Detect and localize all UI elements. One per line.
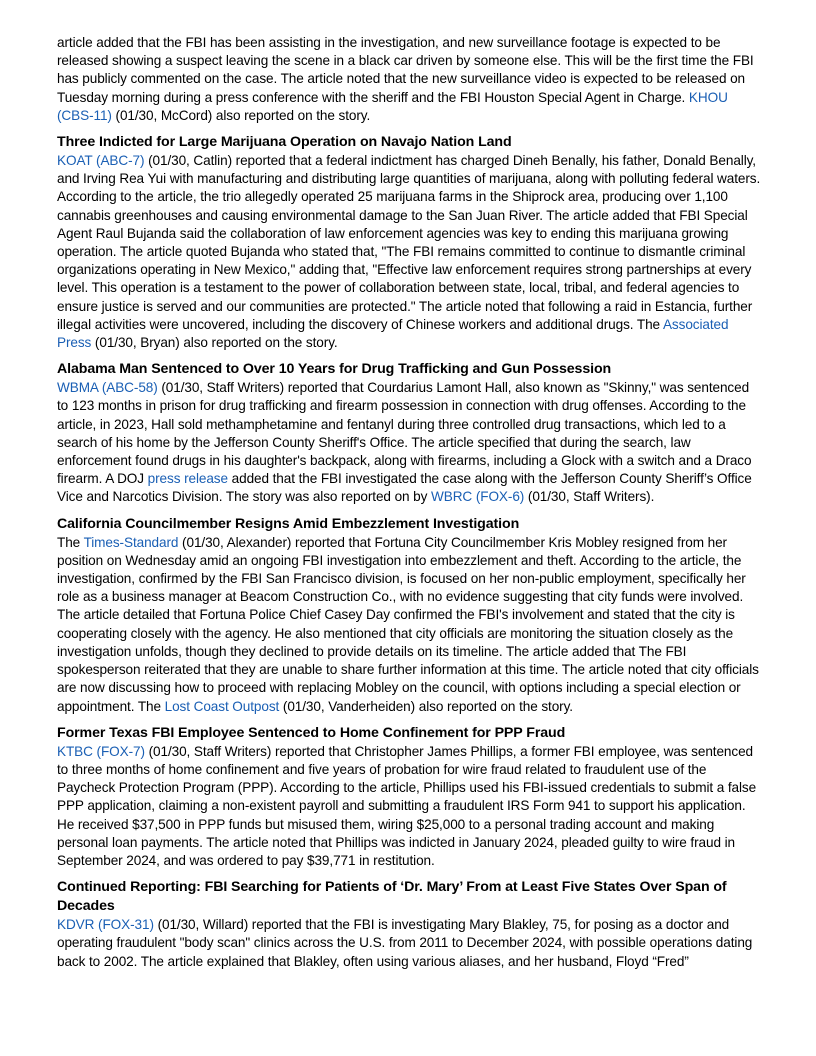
article-text: (01/30, Willard) reported that the FBI is investigating Mary Blakley, 75, for posing as a doctor and operating fraudulent "body scan" clinics across the U.S. from 2011 to December 2024, with possible operations dating back to 2002. The article explained that Blakley, often using various aliases, and her husband, Floyd “Fred”: [57, 917, 753, 969]
article-text: (01/30, Catlin) reported that a federal indictment has charged Dineh Benally, his father, Donald Benally, and Irving Rea Yui with manufacturing and distributing large quantities of marijuana, along with polluting federal waters. According to the article, the trio allegedly operated 25 marijuana farms in the Shiprock area, producing over 1,100 cannabis greenhouses and causing environmental damage to the San Juan River. The article added that FBI Special Agent Raul Bujanda said the collaboration of law enforcement agencies was key to ending this marijuana growing operation. The article quoted Bujanda who stated that, "The FBI remains committed to continue to dismantle criminal organizations operating in New Mexico," adding that, "Effective law enforcement requires strong partnerships at every level. This operation is a testament to the power of collaboration between state, local, tribal, and federal agencies to ensure justice is served and our communities are protected." The article noted that following a raid in Estancia, further illegal activities were uncovered, including the discovery of Chinese workers and additional drugs. The: [57, 153, 761, 332]
khou-link[interactable]: KHOU (CBS-11): [57, 89, 728, 123]
intro-tail: (01/30, McCord) also reported on the story.: [111, 107, 371, 123]
article-headline: Three Indicted for Large Marijuana Operation on Navajo Nation Land: [57, 134, 512, 151]
article-text: (01/30, Staff Writers).: [524, 489, 655, 505]
wbrc-link[interactable]: WBRC (FOX-6): [431, 489, 525, 505]
article-text: (01/30, Staff Writers) reported that Courdarius Lamont Hall, also known as "Skinny," was sentenced to 123 months in prison for drug trafficking and firearm possession in connection with drug offenses. According to the article, in 2023, Hall sold methamphetamine and fentanyl during three controlled drug transactions, which led to a search of his home by the Jefferson County Sheriff's Office. The article specified that during the search, law enforcement found drugs in his daughter's backpack, along with firearms, including a Glock with a switch and a Draco firearm. A DOJ: [57, 380, 752, 487]
article-text: (01/30, Alexander) reported that Fortuna City Councilmember Kris Mobley resigned from her position on Wednesday amid an ongoing FBI investigation into embezzlement and theft. According to the article, the investigation, confirmed by the FBI San Francisco division, is focused on her non-public employment, specifically her role as a business manager at Beacom Construction Co., with no evidence suggesting that city funds were involved. The article detailed that Fortuna Police Chief Casey Day confirmed the FBI's involvement and stated that the city is cooperating closely with the agency. He also mentioned that city officials are monitoring the situation closely as the investigation unfolds, though they declined to provide details on its timeline. The article added that The FBI spokesperson reiterated that they are unable to share further information at this time. The article noted that city officials are now discussing how to proceed with replacing Mobley on the council, with options including a special election or appointment. The: [57, 534, 759, 714]
koat-link[interactable]: KOAT (ABC-7): [57, 153, 145, 169]
article-text: (01/30, Staff Writers) reported that Christopher James Phillips, a former FBI employee, was sentenced to three months of home confinement and five years of probation for wire fraud related to fraudulent use of the Paycheck Protection Program (PPP). According to the article, Phillips used his FBI-issued credentials to submit a false PPP application, claiming a non-existent payroll and submitting a fraudulent IRS Form 941 to support his application. He received $37,500 in PPP funds but misused them, wiring $25,000 to a personal trading account and making personal loan payments. The article noted that Phillips was indicted in January 2024, pleaded guilty to wire fraud in September 2024, and was ordered to pay $39,771 in restitution.: [57, 743, 757, 868]
lost-coast-outpost-link[interactable]: Lost Coast Outpost: [164, 698, 280, 714]
article-headline: Continued Reporting: FBI Searching for Patients of ‘Dr. Mary’ From at Least Five States Over Span of Decades: [57, 879, 727, 915]
article-headline: Former Texas FBI Employee Sentenced to Home Confinement for PPP Fraud: [57, 724, 566, 741]
article-texas: [57, 724, 762, 870]
ktbc-link[interactable]: KTBC (FOX-7): [57, 743, 145, 759]
article-text: (01/30, Vanderheiden) also reported on the story.: [279, 698, 573, 714]
article-dr-mary: [57, 878, 762, 971]
article-body: [57, 534, 762, 716]
news-digest: [57, 34, 762, 971]
article-headline: California Councilmember Resigns Amid Embezzlement Investigation: [57, 515, 520, 532]
article-body: [57, 916, 762, 971]
associated-press-link[interactable]: Associated Press: [57, 316, 729, 351]
intro-paragraph: [57, 34, 762, 125]
article-text: The: [57, 534, 84, 550]
article-body: [57, 379, 762, 506]
press-release-link[interactable]: press release: [147, 471, 228, 487]
times-standard-link[interactable]: Times-Standard: [83, 534, 179, 550]
wbma-link[interactable]: WBMA (ABC-58): [57, 380, 158, 396]
article-text: added that the FBI investigated the case along with the Jefferson County Sheriff’s Office Vice and Narcotics Division. The story was also reported on by: [57, 471, 752, 505]
article-headline: Alabama Man Sentenced to Over 10 Years for Drug Trafficking and Gun Possession: [57, 361, 612, 378]
article-body: [57, 743, 762, 870]
kdvr-link[interactable]: KDVR (FOX-31): [57, 917, 154, 933]
article-california: [57, 515, 762, 716]
article-marijuana: [57, 133, 762, 352]
intro-text: article added that the FBI has been assisting in the investigation, and new surveillance footage is expected to be released showing a suspect leaving the scene in a black car driven by someone else. This will be the first time the FBI has publicly commented on the case. The article noted that the new surveillance video is expected to be released on Tuesday morning during a press conference with the sheriff and the FBI Houston Special Agent in Charge.: [57, 35, 754, 105]
article-alabama: [57, 360, 762, 506]
article-text: (01/30, Bryan) also reported on the story.: [91, 335, 338, 351]
article-body: [57, 152, 762, 352]
